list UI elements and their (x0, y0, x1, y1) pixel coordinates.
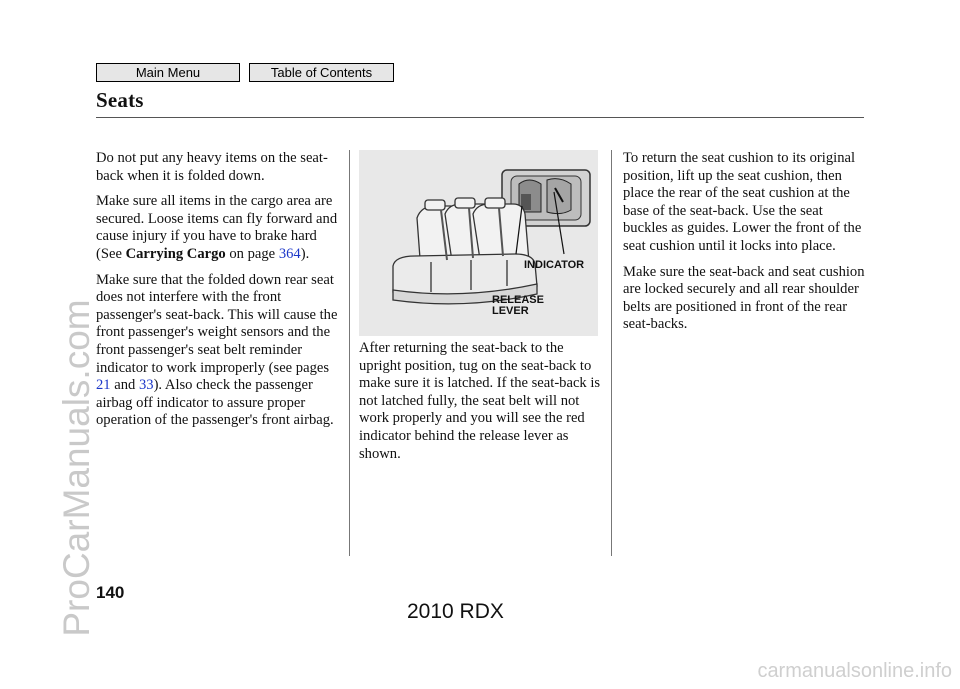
page-link-33[interactable]: 33 (138, 377, 154, 394)
model-label: 2010 RDX (407, 600, 504, 623)
text: Make sure that the folded down rear seat does not interfere with the front passenger's seat-back. This will cause the front passenger's weight sensors and the front passenger's seat belt reminder indicator to work improperly (see pages (96, 271, 338, 376)
page-number: 140 (96, 583, 125, 602)
lever-label: LEVER (492, 305, 529, 317)
paragraph (96, 272, 341, 430)
bottom-watermark: carmanualsonline.info (757, 660, 952, 682)
paragraph: Make sure the seat-back and seat cushion are locked securely and all rear shoulder belts are positioned in front of the rear seat-backs. (623, 263, 865, 333)
paragraph: Do not put any heavy items on the seat-back when it is folded down. (96, 150, 328, 184)
paragraph (96, 193, 341, 263)
paragraph: After returning the seat-back to the upright position, tug on the seat-back to make sure it is latched. If the seat-back is not latched fully, the seat belt will not work properly and you will see the red indicator behind the release lever as shown. (359, 340, 601, 462)
header-divider (96, 117, 864, 118)
text: Make sure all items in the cargo area are secured. Loose items can fly forward and cause injury if you have to brake hard (See (96, 193, 338, 262)
column-divider (611, 150, 612, 556)
text: and (110, 377, 139, 394)
column-1 (96, 150, 341, 438)
paragraph: To return the seat cushion to its original position, lift up the seat cushion, then place the rear of the seat cushion at the base of the seat-back. Use the seat buckles as guides. Lower the front of the seat cushion until it locks into place. (623, 150, 862, 254)
column-2 (359, 340, 604, 471)
side-watermark-text: ProCarManuals.com (56, 299, 97, 637)
seat-release-figure (359, 150, 598, 336)
main-menu-button[interactable]: Main Menu (96, 63, 240, 82)
release-label: RELEASE (492, 294, 544, 306)
text: ). Also check the passenger airbag off indicator to assure proper operation of the passenger's front airbag. (96, 377, 334, 429)
column-divider (349, 150, 350, 556)
column-3 (623, 150, 866, 342)
section-title: Seats (96, 88, 144, 112)
indicator-label: INDICATOR (524, 259, 585, 271)
rear-seat-illustration (359, 150, 598, 336)
page-link-21[interactable]: 21 (96, 377, 111, 394)
page-link-364[interactable]: 364 (278, 245, 301, 262)
text: ). (300, 245, 310, 262)
bold-text: Carrying Cargo (125, 245, 226, 262)
text: on page (225, 245, 279, 262)
table-of-contents-button[interactable]: Table of Contents (249, 63, 394, 82)
